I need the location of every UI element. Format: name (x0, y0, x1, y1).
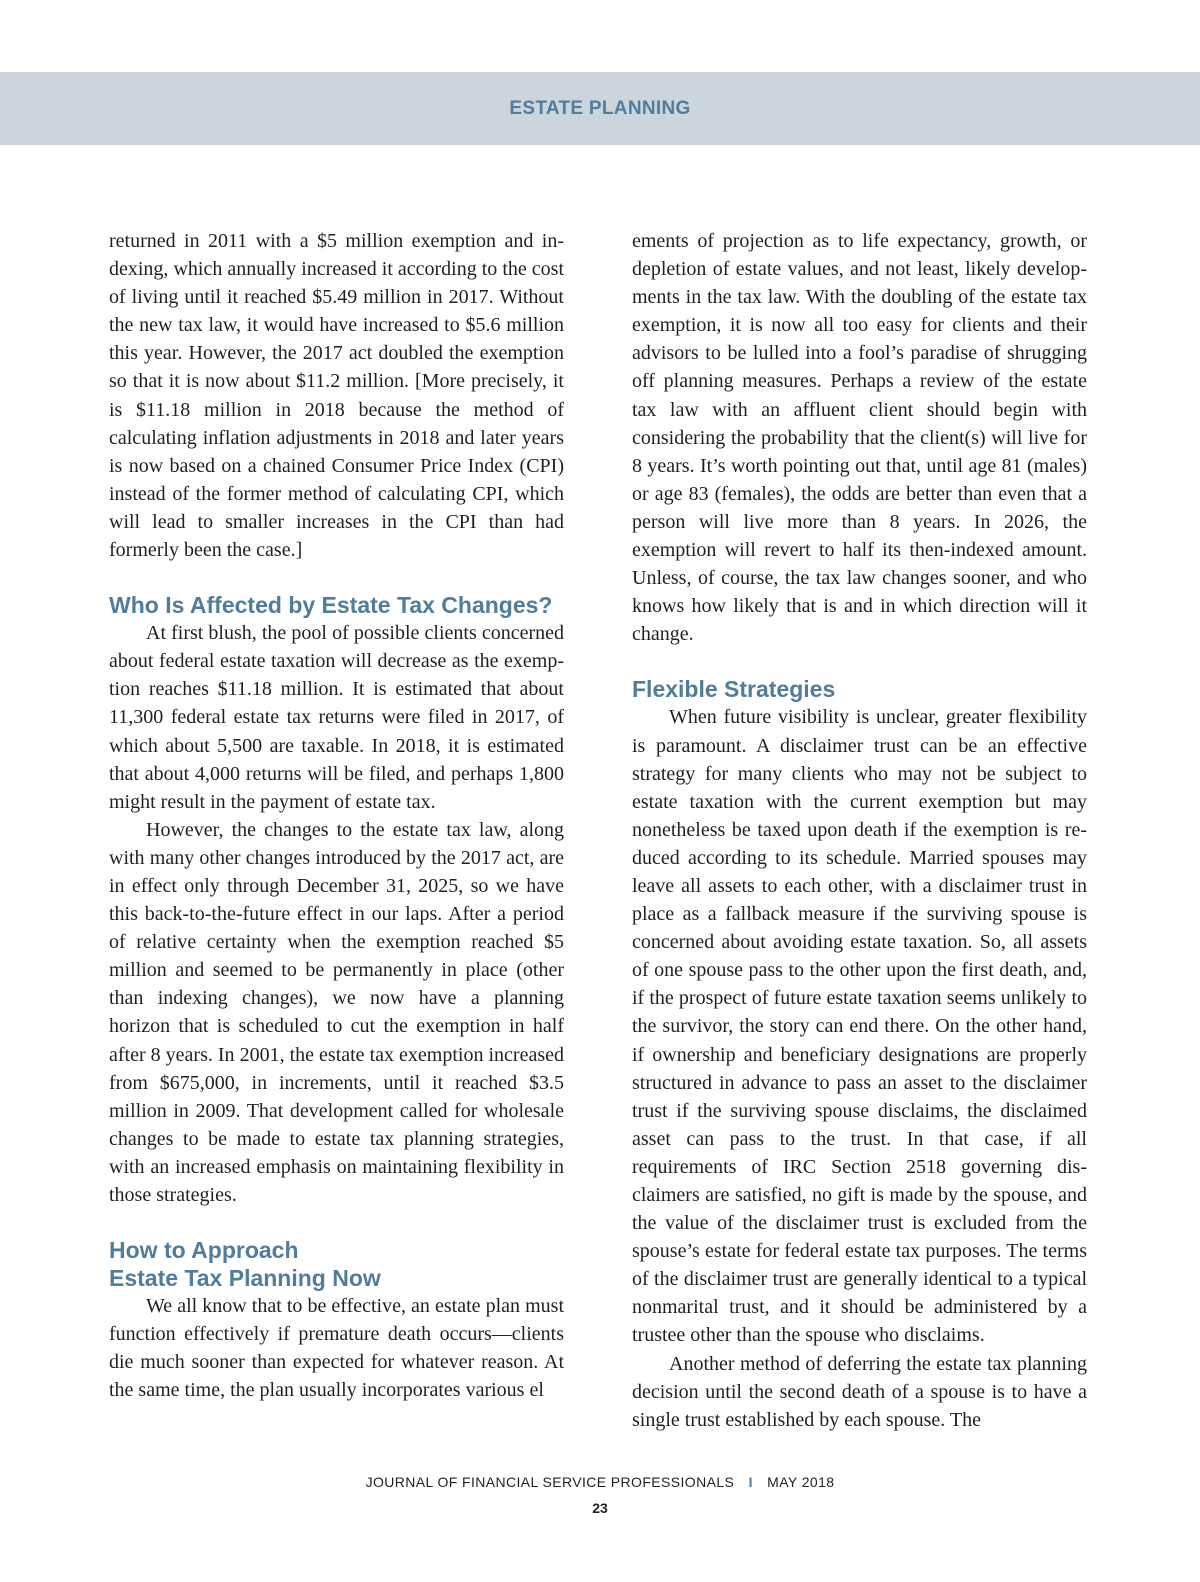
footer-separator: I (748, 1474, 753, 1490)
heading-line: Estate Tax Planning Now (109, 1265, 381, 1292)
body-paragraph: We all know that to be effective, an estate plan must function effectively if premature death occurs—clients die much sooner than expected for whatever reason. At the same time, the plan usually incorporates various el (109, 1295, 564, 1402)
body-paragraph: When future visibility is unclear, greater flexibility is paramount. A disclaimer trust can be an effective strategy for many clients who may not be subject to estate taxation with the current exemption but may nonetheless be taxed upon death if the exemption is reduced according to its schedule. Married spouses may leave all assets to each other, with a disclaimer trust in place as a fallback measure if the surviving spouse is concerned about avoiding estate taxation. So, all assets of one spouse pass to the other upon the first death, and, if the prospect of future estate taxation seems unlikely to the survivor, the story can end there. On the other hand, if ownership and beneficiary designations are properly structured in advance to pass an asset to the disclaimer trust if the surviving spouse disclaims, the disclaimed asset can pass to the trust. In that case, if all requirements of IRC Section 2518 governing disclaimers are satisfied, no gift is made by the spouse, and the value of the disclaimer trust is excluded from the spouse’s estate for federal estate tax purposes. The terms of the disclaimer trust are generally identical to a typical nonmarital trust, and it should be administered by a trustee other than the spouse who disclaims. (632, 706, 1087, 1347)
issue-date: MAY 2018 (767, 1474, 835, 1490)
section-heading-how-to-approach (109, 1236, 564, 1292)
left-column (109, 227, 564, 1404)
page-footer (0, 1474, 1200, 1490)
body-paragraph: However, the changes to the estate tax law, along with many other changes introduced by the 2017 act, are in effect only through December 31, 2025, so we have this back-to-the-future effect in our laps. After a period of relative certainty when the exemption reached $5 million and seemed to be permanently in place (other than indexing changes), we now have a planning horizon that is scheduled to cut the exemption in half after 8 years. In 2001, the estate tax exemption increased from $675,000, in increments, until it reached $3.5 million in 2009. That development called for wholesale changes to be made to estate tax planning strategies, with an increased emphasis on maintaining flexibility in those strategies. (109, 818, 564, 1206)
body-paragraph: returned in 2011 with a $5 million exemption and indexing, which annually increased it according to the cost of living until it reached $5.49 million in 2017. Without the new tax law, it would have increased to $5.6 million this year. However, the 2017 act doubled the exemption so that it is now about $11.2 million. [More precisely, it is $11.18 million in 2018 because the method of calculating inflation adjustments in 2018 and later years is now based on a chained Consumer Price Index (CPI) instead of the former method of calculating CPI, which will lead to smaller increases in the CPI than had formerly been the case.] (109, 230, 564, 562)
body-paragraph: Another method of deferring the estate tax planning decision until the second death of a spouse is to have a single trust established by each spouse. The (632, 1352, 1087, 1431)
section-title: ESTATE PLANNING (509, 97, 691, 119)
page-number: 23 (592, 1500, 608, 1516)
section-header-band (0, 72, 1200, 145)
body-paragraph: At first blush, the pool of possible clients concerned about federal estate taxation will decrease as the exemption reaches $11.18 million. It is estimated that about 11,300 federal estate tax returns were filed in 2017, of which about 5,500 are taxable. In 2018, it is estimated that about 4,000 returns will be filed, and perhaps 1,800 might result in the payment of estate tax. (109, 622, 564, 813)
heading-line: How to Approach (109, 1237, 299, 1264)
section-heading-who-is-affected: Who Is Affected by Estate Tax Changes? (109, 592, 553, 619)
journal-name: JOURNAL OF FINANCIAL SERVICE PROFESSIONALS (365, 1474, 735, 1490)
section-heading-flexible-strategies: Flexible Strategies (632, 676, 836, 703)
right-column (632, 227, 1087, 1434)
body-paragraph: ements of projection as to life expectancy, growth, or depletion of estate values, and not least, likely developments in the tax law. With the doubling of the estate tax exemption, it is now all too easy for clients and their advisors to be lulled into a fool’s paradise of shrugging off planning measures. Perhaps a review of the estate tax law with an affluent client should begin with considering the probability that the client(s) will live for 8 years. It’s worth pointing out that, until age 81 (males) or age 83 (females), the odds are better than even that a person will live more than 8 years. In 2026, the exemption will revert to half its then-indexed amount. Unless, of course, the tax law changes sooner, and who knows how likely that is and in which direction will it change. (632, 230, 1087, 646)
